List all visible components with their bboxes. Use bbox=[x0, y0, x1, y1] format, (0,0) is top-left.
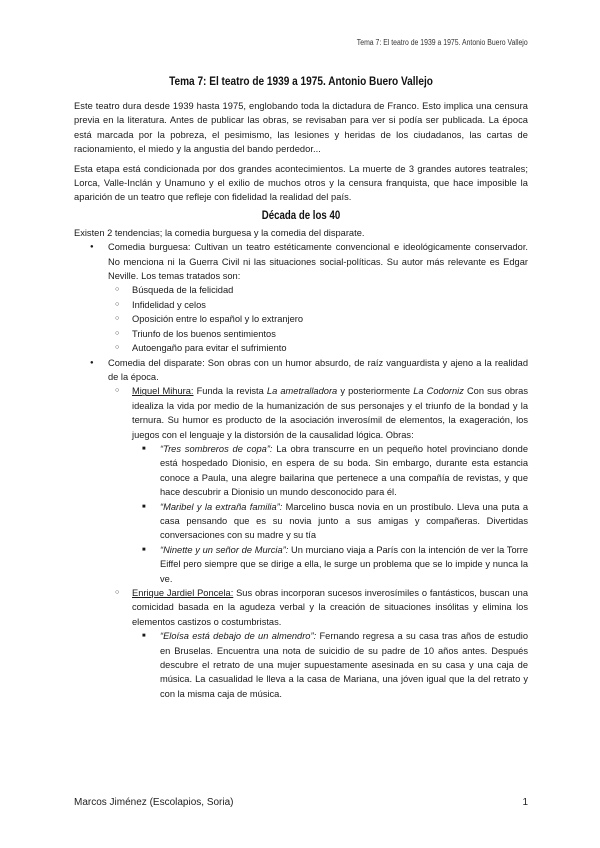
author-name-mihura: Miguel Mihura: bbox=[132, 386, 194, 397]
mihura-text-3: Con sus obras idealiza la vida por medio de la humanización de sus personajes y el triunfo de la bondad y la ternura. Su humor es producto de la asociación inverosímil de elementos, la exageración, los juegos con el lenguaje y la distorsión de la causalidad lógica. Obras: bbox=[132, 386, 528, 440]
burguesa-topics-list bbox=[108, 283, 528, 355]
work-summary: La obra transcurre en un pequeño hotel provinciano donde está hospedado Dionisio, en espera de su boda. Sin embargo, durante esta estancia conoce a Paula, una alegre bailarina que pertenece a una compañía de revistas, y que hace descubrir a Dionisio un mundo desconocido para él. bbox=[160, 443, 528, 498]
work-title: “Tres sombreros de copa”: bbox=[160, 443, 273, 454]
list-item: ○ Oposición entre lo español y lo extranjero bbox=[108, 312, 528, 326]
tendencies-list bbox=[74, 240, 528, 701]
intro-paragraph-1: Este teatro dura desde 1939 hasta 1975, englobando toda la dictadura de Franco. Esto implica una censura previa en la literatura. Antes de publicar las obras, se revisaban para ver si podía ser publicada. La época está marcada por la pobreza, el pesimismo, las lesiones y heridas de los ciudadanos, las cartas de racionamiento, el miedo y la angustia del bando perdedor... bbox=[74, 101, 528, 155]
comedia-burguesa-text: Comedia burguesa: Cultivan un teatro estéticamente convencional e ideológicamente conservador. No menciona ni la Guerra Civil ni las situaciones social-políticas. Su autor más relevante es Edgar Neville. Los temas tratados son: bbox=[108, 242, 528, 282]
list-item: ○ Infidelidad y celos bbox=[108, 298, 528, 312]
list-item-mihura bbox=[108, 384, 528, 586]
work-summary: Fernando regresa a su casa tras años de estudio en Bruselas. Encuentra una nota de suicidio de su padre de 10 años antes. Después descubre el retrato de una mujer supuestamente asesinada en su casa y una caja de música. La casualidad le lleva a la casa de Mariana, una jóven igual que la del retrato y con la misma caja de música. bbox=[160, 631, 529, 699]
magazine-title-ametralladora: La ametralladora bbox=[266, 386, 338, 397]
running-header: Tema 7: El teatro de 1939 a 1975. Antonio Buero Vallejo bbox=[357, 38, 528, 47]
mihura-text-1: Funda la revista bbox=[193, 386, 267, 397]
comedia-disparate-text: Comedia del disparate: Son obras con un humor absurdo, de raíz vanguardista y ajeno a la realidad de la época. bbox=[108, 357, 528, 382]
page-title: Tema 7: El teatro de 1939 a 1975. Antonio Buero Vallejo bbox=[169, 74, 433, 88]
tendencies-intro: Existen 2 tendencias; la comedia burguesa y la comedia del disparate. bbox=[74, 227, 365, 238]
work-title: “Eloísa está debajo de un almendro”: bbox=[160, 631, 317, 642]
jardiel-text: Sus obras incorporan sucesos inverosímiles o fantásticos, buscan una comicidad basada en la agudeza verbal y la creación de situaciones insólitas y elimina los elementos castizos o costumbristas. bbox=[132, 588, 528, 627]
list-item-jardiel bbox=[108, 586, 528, 701]
footer-author: Marcos Jiménez (Escolapios, Soria) bbox=[74, 797, 234, 808]
list-item-comedia-disparate bbox=[74, 356, 528, 702]
list-item: ○ Búsqueda de la felicidad bbox=[108, 283, 528, 297]
intro-paragraph-2: Esta etapa está condicionada por dos grandes acontecimientos. La muerte de 3 grandes autores teatrales; Lorca, Valle-Inclán y Unamuno y el exilio de muchos otros y la censura franquista, que hace imposible la aparición de un teatro que refleje con fidelidad la realidad del país. bbox=[74, 163, 528, 203]
magazine-title-codorniz: La Codorniz bbox=[413, 386, 464, 397]
work-summary: Marcelino busca novia en un prostíbulo. Lleva una puta a casa pensando que es su novia junto a sus amigas y compañeras. Divertidas conversaciones con su madre y su tía bbox=[160, 501, 528, 541]
list-item-work bbox=[132, 629, 528, 701]
work-summary: Un murciano viaja a París con la intención de ver la Torre Eiffel pero siempre que se dirige a ella, le surge un problema que se lo impide y nunca la ve. bbox=[160, 544, 528, 584]
work-title: “Ninette y un señor de Murcia”: bbox=[160, 544, 289, 555]
list-item-work bbox=[132, 442, 528, 500]
mihura-text-2: y posteriormente bbox=[337, 386, 414, 397]
list-item-comedia-burguesa bbox=[74, 240, 528, 355]
section-title: Década de los 40 bbox=[261, 209, 341, 222]
page-number: 1 bbox=[522, 797, 528, 808]
mihura-works-list bbox=[132, 442, 528, 586]
authors-list bbox=[108, 384, 528, 701]
list-item-work bbox=[132, 543, 528, 586]
document-body bbox=[74, 74, 528, 701]
list-item: ○ Triunfo de los buenos sentimientos bbox=[108, 327, 528, 341]
jardiel-works-list bbox=[132, 629, 528, 701]
list-item-work bbox=[132, 500, 528, 543]
list-item: ○ Autoengaño para evitar el sufrimiento bbox=[108, 341, 528, 355]
work-title: “Maribel y la extraña familia”: bbox=[160, 501, 283, 512]
author-name-jardiel: Enrique Jardiel Poncela: bbox=[132, 588, 234, 598]
